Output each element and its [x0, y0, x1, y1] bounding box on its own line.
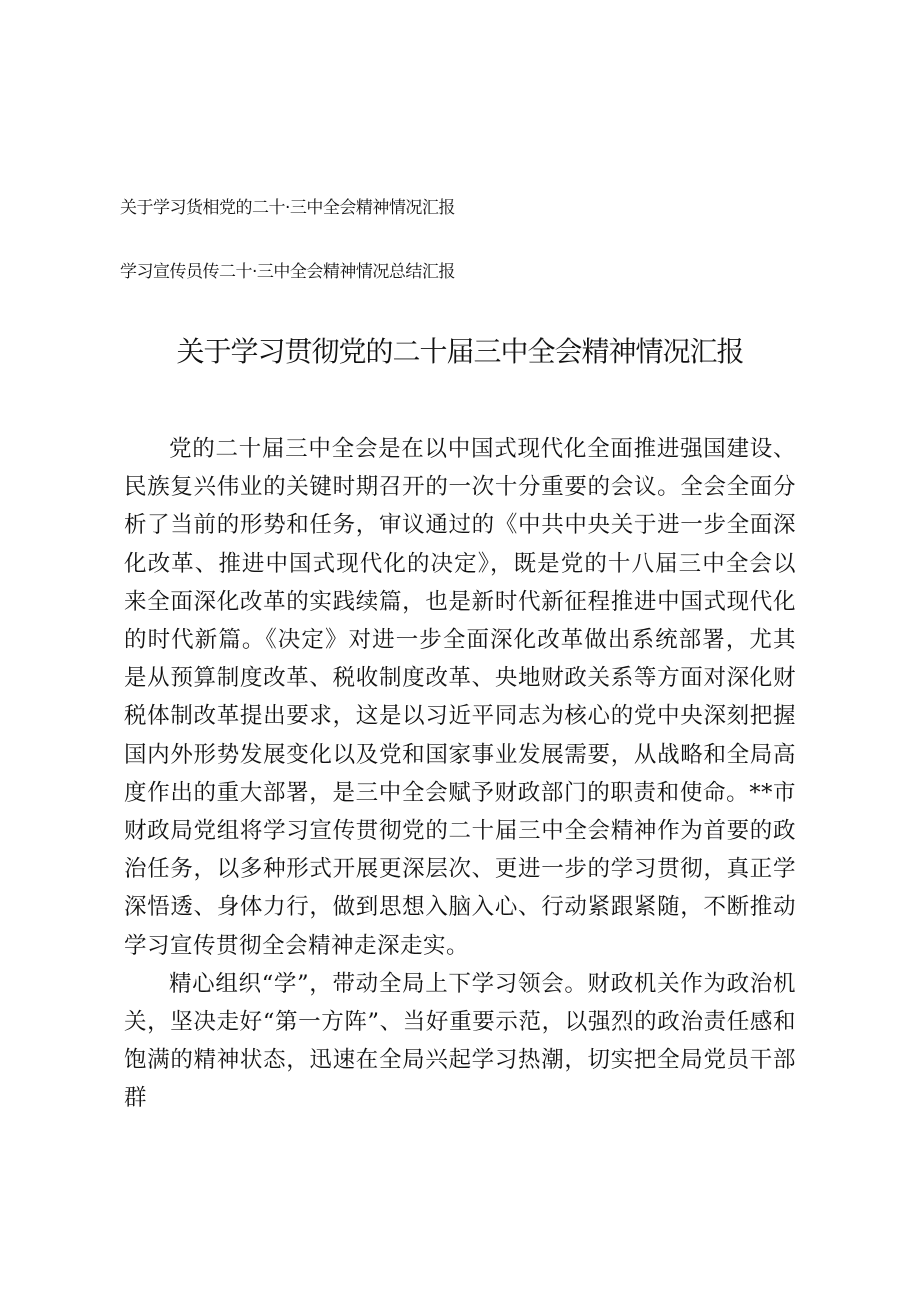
document-body	[124, 430, 796, 1118]
toc-item-2: 学习宣传员传二十·三中全会精神情况总结汇报	[120, 262, 455, 282]
document-title: 关于学习贯彻党的二十届三中全会精神情况汇报	[176, 335, 744, 368]
body-paragraph-2: 精心组织“学”，带动全局上下学习领会。财政机关作为政治机关，坚决走好“第一方阵”、当好重要示范，以强烈的政治责任感和饱满的精神状态，迅速在全局兴起学习热潮，切实把全局党员干部群	[124, 970, 796, 1112]
body-paragraph-1: 党的二十届三中全会是在以中国式现代化全面推进强国建设、民族复兴伟业的关键时期召开的一次十分重要的会议。全会全面分析了当前的形势和任务，审议通过的《中共中央关于进一步全面深化改革、推进中国式现代化的决定》，既是党的十八届三中全会以来全面深化改革的实践续篇，也是新时代新征程推进中国式现代化的时代新篇。《决定》对进一步全面深化改革做出系统部署，尤其是从预算制度改革、税收制度改革、央地财政关系等方面对深化财税体制改革提出要求，这是以习近平同志为核心的党中央深刻把握国内外形势发展变化以及党和国家事业发展需要，从战略和全局高度作出的重大部署，是三中全会赋予财政部门的职责和使命。**市财政局党组将学习宣传贯彻党的二十届三中全会精神作为首要的政治任务，以多种形式开展更深层次、更进一步的学习贯彻，真正学深悟透、身体力行，做到思想入脑入心、行动紧跟紧随，不断推动学习宣传贯彻全会精神走深走实。	[124, 436, 796, 959]
toc-item-1: 关于学习货相党的二十·三中全会精神情况汇报	[120, 198, 455, 218]
